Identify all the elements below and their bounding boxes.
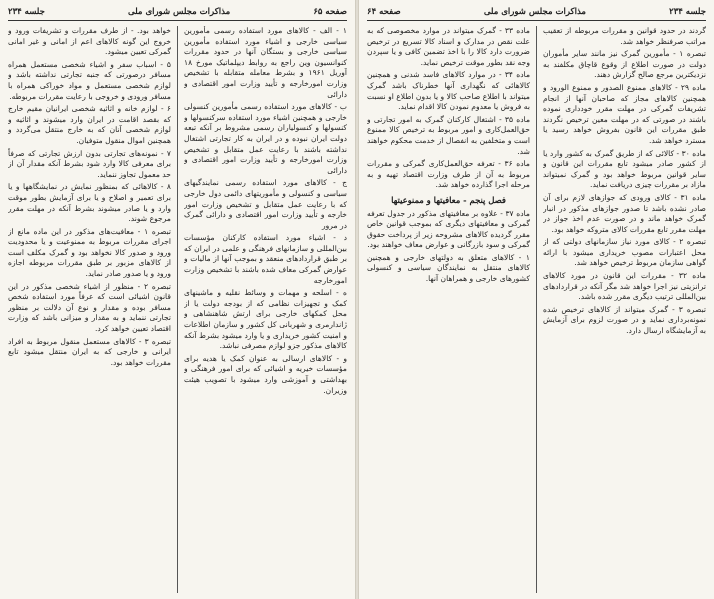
section-heading: فصل پنجم - معافیتها و ممنوعیتها: [391, 194, 506, 205]
paragraph: ماده ۳۴ - در موارد کالاهای فاسد شدنی و همچنین کالاهائی که نگهداری آنها خطرناک باشد گمرک میتواند با اطلاع صاحب کالا و یا بدون اطلاع او نسبت به فروش یا معدوم نمودن کالا اقدام نماید.: [367, 70, 530, 112]
right-page-columns: [367, 26, 706, 593]
right-page-column-right: [543, 26, 706, 593]
paragraph: و - کالاهای ارسالی به عنوان کمک یا هدیه برای مؤسسات خیریه و اشیائی که برای امور فرهنگی و بهداشتی و آموزشی وارد میشود با تصویب هیئت وزیران.: [184, 353, 347, 395]
left-page-column-left: [8, 26, 171, 593]
left-page-number: صفحه ۶۵: [313, 7, 347, 17]
paragraph: ماده ۲۹ - کالاهای ممنوع الصدور و ممنوع الورود و همچنین کالاهای مجاز که صاحبان آنها از انجام تشریفات گمرکی در مهلت مقرر خودداری نموده باشند در صورتی که در مهلت معین ترخیص نگردند طبق مقررات این قانون بفروش خواهد رسید یا مسترد خواهد شد.: [543, 82, 706, 145]
paragraph: ۵ - اسباب سفر و اشیاء شخصی مستعمل همراه مسافر درصورتی که جنبه تجارتی نداشته باشد و لوازم شخصی مستعمل و مواد خوراکی همراه با مسافر ورودی و خروجی با رعایت مقررات مربوطه.: [8, 59, 171, 101]
left-page-columns: [8, 26, 347, 593]
paragraph: ماده ۳۶ - تعرفه حق‌العمل‌کاری گمرکی و مقررات مربوط به آن از طرف وزارت اقتصاد تهیه و به مرحله اجرا گذارده خواهد شد.: [367, 159, 530, 190]
paragraph: تبصره ۳ - کالاهای مستعمل منقول مربوط به افراد ایرانی و خارجی که به ایران منتقل میشود تابع مقررات خواهد بود.: [8, 336, 171, 367]
paragraph: ماده ۳۲ - مقررات این قانون در مورد کالاهای ترانزیتی نیز اجرا خواهد شد مگر آنکه در قراردادهای بین‌المللی ترتیب دیگری مقرر شده باشد.: [543, 271, 706, 302]
left-page-session: جلسه ۲۳۴: [8, 7, 45, 17]
left-page-header: [8, 4, 347, 21]
paragraph: ماده ۳۰ - کالائی که از طریق گمرک به کشور وارد یا از کشور صادر میشود تابع مقررات این قانون و سایر قوانین مربوط خواهد بود و گمرک نمیتواند مازاد بر مقررات چیزی دریافت نماید.: [543, 148, 706, 190]
right-page-column-left: [367, 26, 530, 593]
paragraph: ۱ - الف - کالاهای مورد استفاده رسمی مأمورین سیاسی خارجی و اشیاء مورد استفاده مأمورین سیاسی خارجی و بستگان آنها در حدود مقررات کنوانسیون وین راجع به روابط دیپلماتیک مورخ ۱۸ آوریل ۱۹۶۱ و بشرط معامله متقابله با تشخیص وزارت امورخارجه و تأیید وزارت امور اقتصادی و دارائی: [184, 26, 347, 99]
paragraph: تبصره ۱ - مأمورین گمرک نیز مانند سایر مأموران دولت در صورت اطلاع از وقوع قاچاق مکلفند به نزدیکترین مرجع صالح گزارش دهند.: [543, 49, 706, 80]
right-page-number: صفحه ۶۴: [367, 7, 401, 17]
paragraph: ماده ۳۷ - علاوه بر معافیتهای مذکور در جدول تعرفه گمرکی و معافیتهای دیگری که بموجب قوانین خاص مقرر گردیده کالاهای مشروحه زیر از پرداخت حقوق گمرکی و سود بازرگانی و عوارض معاف خواهند بود.: [367, 208, 530, 250]
paragraph: ماده ۳۱ - کالای ورودی که جوازهای لازم برای آن صادر نشده باشد تا صدور جوازهای مذکور در انبار گمرک خواهد ماند و در صورت عدم اخذ جواز در مهلت مقرر تابع مقررات کالای متروکه خواهد بود.: [543, 192, 706, 234]
paragraph: ماده ۳۵ - اشتغال کارکنان گمرک به امور تجارتی و حق‌العمل‌کاری و امور مربوط به ترخیص کالا ممنوع است و متخلفین به انفصال از خدمت محکوم خواهند شد.: [367, 114, 530, 156]
paragraph: ۷ - نمونه‌های تجارتی بدون ارزش تجارتی که صرفاً برای معرفی کالا وارد شود بشرط آنکه مقدار آن از حد معمول تجاوز ننماید.: [8, 148, 171, 179]
right-page-title: مذاکرات مجلس شورای ملی: [483, 7, 586, 17]
column-divider: [177, 26, 178, 593]
paragraph: ج - کالاهای مورد استفاده رسمی نمایندگیهای سیاسی و کنسولی و مأموریتهای دائمی دول خارجی که با رعایت عمل متقابل و تشخیص وزارت امور خارجه و تأیید وزارت امور اقتصادی و دارائی گمرک در مرور: [184, 178, 347, 230]
paragraph: گردند در حدود قوانین و مقررات مربوطه از تعقیب مراتب صرفنظر خواهد شد.: [543, 26, 706, 46]
paragraph: تبصره ۱ - معافیت‌های مذکور در این ماده مانع از اجرای مقررات مربوط به ممنوعیت و یا محدودیت ورود و صدور کالا نخواهد بود و گمرک مکلف است از کالاهای مزبور بر طبق مقررات مربوطه اجازه ورود و یا صدور صادر نماید.: [8, 226, 171, 279]
column-divider: [536, 26, 537, 593]
left-page: [0, 0, 355, 599]
right-page-header: [367, 4, 706, 21]
paragraph: ب - کالاهای مورد استفاده رسمی مأمورین کنسولی خارجی و همچنین اشیاء مورد استفاده سرکنسولها و کنسولها و کنسولیاران رسمی مشروط بر آنکه تبعه دولت ایران نبوده و در ایران به کار تجارتی اشتغال نداشته باشند با رعایت عمل متقابل و تشخیص وزارت امورخارجه و تأیید وزارت امور اقتصادی و دارائی: [184, 102, 347, 175]
paragraph: ۸ - کالاهائی که بمنظور نمایش در نمایشگاهها و یا برای تعمیر و اصلاح و یا برای آزمایش بطور موقت وارد و یا صادر میشوند بشرط آنکه در مهلت مقرر مرجوع شوند.: [8, 182, 171, 224]
paragraph: ۱ - کالاهای متعلق به دولتهای خارجی و همچنین کالاهای منتقل به نمایندگان سیاسی و کنسولی کشورهای خارجی و همراهان آنها.: [367, 252, 530, 284]
paragraph: ۶ - لوازم خانه و اثاثیه شخصی ایرانیان مقیم خارج که بقصد اقامت در ایران وارد میشوند و اثاثیه و لوازم شخصی آنان که به خارج منتقل می‌گردد و همچنین اموال منقول متوفیان.: [8, 104, 171, 145]
paragraph: ه - اسلحه و مهمات و وسائط نقلیه و ماشینهای کمک و تجهیزات نظامی که از بودجه دولت یا از محل کمکهای خارجی برای ارتش شاهنشاهی و ژاندارمری و شهربانی کل کشور و سازمان اطلاعات و امنیت کشور خریداری و یا وارد میشود بشرط آنکه کالاهای مذکور جزو لوازم مصرفی نباشد.: [184, 288, 347, 351]
paragraph: خواهد بود. - از طرف مقررات و تشریفات ورود و خروج این گونه کالاهای اعم از امانی و غیر امانی گمرکی تعیین میشود.: [8, 26, 171, 57]
paragraph: تبصره ۲ - کالای مورد نیاز سازمانهای دولتی که از محل اعتبارات مصوب خریداری میشود با ارائه گواهی سازمان مربوط ترخیص خواهد شد.: [543, 237, 706, 268]
paragraph: تبصره ۲ - منظور از اشیاء شخصی مذکور در این قانون اشیائی است که عرفاً مورد استفاده شخص مسافر بوده و مقدار و نوع آن دلالت بر منظور تجارتی ننماید و به مقدار و میزانی باشد که وزارت اقتصاد تعیین خواهد کرد.: [8, 281, 171, 334]
left-page-column-right: [184, 26, 347, 593]
right-page-session: جلسه ۲۳۴: [669, 7, 706, 17]
paragraph: د - اشیاء مورد استفاده کارکنان مؤسسات بین‌المللی و سازمانهای فرهنگی و علمی در ایران که بر طبق قراردادهای منعقد و بموجب آنها از مالیات و عوارض گمرکی معاف شده باشند با تشخیص وزارت امورخارجه: [184, 233, 347, 285]
paragraph: تبصره ۳ - گمرک میتواند از کالاهای ترخیص شده نمونه‌برداری نماید و در صورت لزوم برای آزمایش به آزمایشگاه ارسال دارد.: [543, 304, 706, 336]
left-page-title: مذاکرات مجلس شورای ملی: [128, 7, 231, 17]
paragraph: ماده ۳۳ - گمرک میتواند در موارد مخصوصی که به علت نقص در مدارک و اسناد کالا تسریع در ترخیص ضرورت دارد کالا را با اخذ تضمین کافی و یا سپردن وجه نقد بطور موقت ترخیص نماید.: [367, 26, 530, 67]
right-page: [359, 0, 714, 599]
